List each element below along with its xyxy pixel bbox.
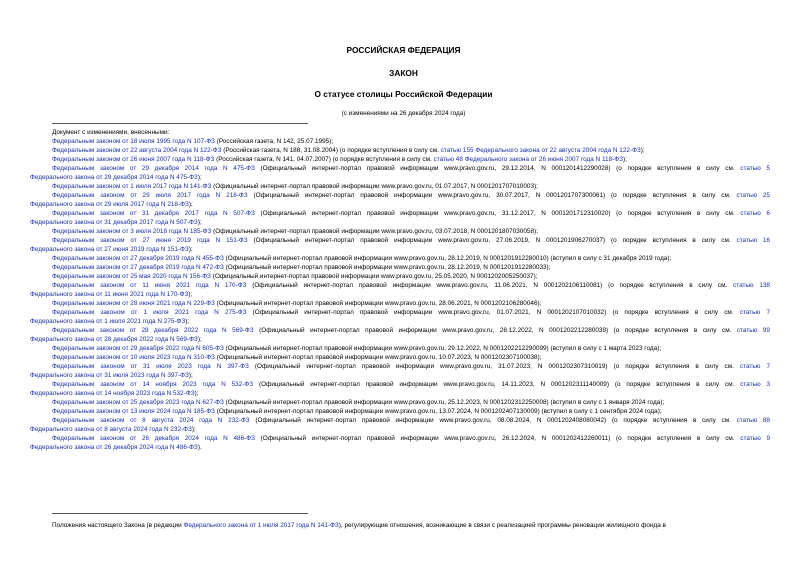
law-link[interactable]: статью 138	[733, 282, 770, 289]
plain-text: (Российская газета, N 141, 04.07.2007) (о порядке вступления в силу см.	[214, 156, 434, 163]
plain-text: (Официальный интернет-портал правовой информации www.pravo.gov.ru, 28.12.2022, N 0001202212280039) (о порядке вступления в силу см.	[253, 327, 737, 334]
page-title: О статусе столицы Российской Федерации	[314, 89, 493, 99]
plain-text: );	[188, 201, 193, 208]
amendment-item	[52, 308, 770, 317]
law-link[interactable]: статью 16	[736, 237, 770, 244]
plain-text: );	[197, 336, 202, 343]
plain-text: );	[197, 174, 202, 181]
amendment-item-continuation	[30, 371, 770, 380]
plain-text: Положения настоящего Закона (в редакции	[52, 522, 184, 529]
amendments-list	[30, 128, 770, 452]
amendment-item	[52, 380, 770, 389]
amendment-item	[52, 299, 770, 308]
amendment-item-continuation	[30, 335, 770, 344]
plain-text: (Официальный интернет-портал правовой информации www.pravo.gov.ru, 29.12.2014, N 0001201412290028) (о порядке вступления в силу см.	[254, 165, 741, 172]
amendment-item-continuation	[30, 290, 770, 299]
amendment-item	[52, 227, 770, 236]
plain-text: (Официальный интернет-портал правовой информации www.pravo.gov.ru, 11.06.2021, N 0001202106110081) (о порядке вступления в силу см.	[246, 282, 734, 289]
amendment-item-continuation	[30, 317, 770, 326]
amendment-item	[52, 416, 770, 425]
law-link[interactable]: Федеральным законом от 31 декабря 2017 года N 507-ФЗ	[52, 210, 255, 217]
law-link[interactable]: статью 25	[736, 192, 770, 199]
amendment-item	[52, 263, 770, 272]
law-link[interactable]: Федеральным законом от 22 августа 2004 года N 122-ФЗ	[52, 147, 222, 154]
law-link[interactable]: Федеральным законом от 28 декабря 2022 года N 569-ФЗ	[52, 327, 254, 334]
law-link[interactable]: статью 3	[740, 381, 770, 388]
plain-text: (Официальный интернет-портал правовой информации www.pravo.gov.ru, 10.07.2023, N 0001202307100038);	[214, 354, 542, 361]
law-link[interactable]: Федерального закона от 1 июля 2021 года N 275-ФЗ	[30, 318, 186, 325]
amendment-item	[52, 398, 770, 407]
law-link[interactable]: статью 88	[736, 417, 770, 424]
doc-type-heading: ЗАКОН	[389, 68, 418, 78]
law-link[interactable]: статью 9	[740, 435, 770, 442]
plain-text: (Официальный интернет-портал правовой информации www.pravo.gov.ru, 01.07.2021, N 0001202107010032) (о порядке вступления в силу см.	[246, 309, 740, 316]
amendment-item	[52, 155, 770, 164]
plain-text: );	[188, 291, 193, 298]
amendment-item	[52, 254, 770, 263]
plain-text: (Официальный интернет-портал правовой информации www.pravo.gov.ru, 08.08.2024, N 0001202408080042) (о порядке вступления в силу см.	[249, 417, 737, 424]
plain-text: (Официальный интернет-портал правовой информации www.pravo.gov.ru, 28.06.2021, N 0001202106280046);	[214, 300, 542, 307]
law-link[interactable]: Федеральным законом от 27 июня 2019 года N 151-ФЗ	[52, 237, 248, 244]
amendment-item-continuation	[30, 173, 770, 182]
law-link[interactable]: Федеральным законом от 14 ноября 2023 года N 532-ФЗ	[52, 381, 254, 388]
amendment-item	[52, 182, 770, 191]
plain-text: );	[197, 219, 202, 226]
plain-text: (Официальный интернет-портал правовой информации www.pravo.gov.ru, 30.07.2017, N 0001201707300061) (о порядке вступления в силу см.	[247, 192, 737, 199]
plain-text: ).	[197, 444, 202, 451]
law-link[interactable]: Федеральным законом от 31 июля 2023 года N 397-ФЗ	[52, 363, 249, 370]
law-link[interactable]: Федеральным законом от 29 декабря 2014 года N 475-ФЗ	[52, 165, 255, 172]
plain-text: );	[640, 147, 645, 154]
law-link[interactable]: статью 155 Федерального закона от 22 августа 2004 года N 122-ФЗ	[440, 147, 641, 154]
amendment-item	[52, 137, 770, 146]
law-link[interactable]: статью 7	[739, 363, 770, 370]
law-link[interactable]: статью 48 Федерального закона от 26 июня 2007 года N 118-ФЗ	[433, 156, 623, 163]
law-link[interactable]: Федеральным законом от 1 июля 2017 года N 141-ФЗ	[52, 183, 212, 190]
amendment-item-continuation	[30, 200, 770, 209]
amendment-item	[52, 236, 770, 245]
amendment-item-continuation	[30, 389, 770, 398]
federation-heading: РОССИЙСКАЯ ФЕДЕРАЦИЯ	[346, 45, 461, 55]
amendment-item	[52, 362, 770, 371]
amendments-intro: Документ с изменениями, внесенными:	[52, 129, 170, 136]
law-link[interactable]: Федеральным законом от 29 декабря 2022 года N 605-ФЗ	[52, 345, 224, 352]
amendment-item	[52, 146, 770, 155]
plain-text: (Официальный интернет-портал правовой информации www.pravo.gov.ru, 31.12.2017, N 0001201712310020) (о порядке вступления в силу см.	[254, 210, 741, 217]
plain-text: );	[194, 390, 199, 397]
plain-text: (Официальный интернет-портал правовой информации www.pravo.gov.ru, 03.07.2018, N 0001201807030058);	[211, 228, 538, 235]
plain-text: (Официальный интернет-портал правовой информации www.pravo.gov.ru, 29.12.2022, N 0001202212290099) (вступил в силу с 1 марта 2023 года);	[223, 345, 662, 352]
amendment-item-continuation	[30, 425, 770, 434]
plain-text: );	[188, 246, 193, 253]
law-link[interactable]: Федеральным законом от 11 июня 2021 года N 170-ФЗ	[52, 282, 247, 289]
plain-text: (Официальный интернет-портал правовой информации www.pravo.gov.ru, 26.12.2024, N 0001202412260011) (о порядке вступления в силу см.	[254, 435, 741, 442]
law-link[interactable]: Федеральным законом от 27 декабря 2019 года N 472-ФЗ	[52, 264, 224, 271]
amendment-item-continuation	[30, 443, 770, 452]
law-link[interactable]: Федеральным законом от 25 мая 2020 года N 156-ФЗ	[52, 273, 211, 280]
plain-text: );	[188, 372, 193, 379]
plain-text: (Официальный интернет-портал правовой информации www.pravo.gov.ru, 13.07.2024, N 0001202407130009) (вступил в силу с 1 сентября 2024 года);	[214, 408, 662, 415]
law-link[interactable]: Федеральным законом от 29 июля 2017 года N 218-ФЗ	[52, 192, 248, 199]
bottom-divider	[52, 513, 308, 514]
law-link[interactable]: Федерального закона от 27 июня 2019 года N 151-ФЗ	[30, 246, 189, 253]
law-link[interactable]: Федеральным законом от 1 июля 2021 года N 275-ФЗ	[52, 309, 247, 316]
plain-text: );	[191, 426, 196, 433]
amendment-item	[52, 434, 770, 443]
amendment-item	[52, 164, 770, 173]
law-link[interactable]: статью 99	[736, 327, 770, 334]
plain-text: (Российская газета, N 142, 25.07.1995);	[214, 138, 334, 145]
law-link[interactable]: Федеральным законом от 18 июля 1995 года N 107-ФЗ	[52, 138, 215, 145]
amendment-item	[52, 344, 770, 353]
law-link[interactable]: Федерального закона от 26 декабря 2024 года N 486-ФЗ	[30, 444, 198, 451]
edition-note: (с изменениями на 26 декабря 2024 года)	[341, 110, 466, 117]
law-link[interactable]: статью 6	[740, 210, 770, 217]
law-link[interactable]: Федеральным законом от 8 августа 2024 года N 232-ФЗ	[52, 417, 250, 424]
body-paragraph	[52, 521, 770, 530]
plain-text: (Официальный интернет-портал правовой информации www.pravo.gov.ru, 01.07.2017, N 0001201707010003);	[211, 183, 538, 190]
plain-text: (Официальный интернет-портал правовой информации www.pravo.gov.ru, 27.06.2019, N 0001201906270037) (о порядке вступления в силу см.	[247, 237, 737, 244]
law-link[interactable]: Федерального закона от 1 июля 2017 года N 141-ФЗ	[183, 522, 339, 529]
law-link[interactable]: Федеральным законом от 25 декабря 2023 года N 627-ФЗ	[52, 399, 224, 406]
plain-text: );	[623, 156, 627, 163]
amendment-item	[52, 272, 770, 281]
plain-text: (Официальный интернет-портал правовой информации www.pravo.gov.ru, 25.05.2020, N 0001202005250037);	[210, 273, 538, 280]
law-link[interactable]: Федеральным законом от 26 июня 2007 года N 118-ФЗ	[52, 156, 215, 163]
law-link[interactable]: статью 5	[740, 165, 770, 172]
law-link[interactable]: Федерального закона от 31 июля 2023 года N 397-ФЗ	[30, 372, 189, 379]
top-divider	[52, 123, 308, 124]
law-link[interactable]: статью 7	[739, 309, 770, 316]
amendment-item-continuation	[30, 245, 770, 254]
law-link[interactable]: Федеральным законом от 3 июля 2018 года N 185-ФЗ	[52, 228, 212, 235]
law-link[interactable]: Федерального закона от 11 июня 2021 года N 170-ФЗ	[30, 291, 189, 298]
plain-text: (Официальный интернет-портал правовой информации www.pravo.gov.ru, 25.12.2023, N 0001202312250008) (вступил в силу с 1 января 2024 года);	[223, 399, 665, 406]
amendment-item	[52, 281, 770, 290]
law-link[interactable]: Федеральным законом от 27 декабря 2019 года N 455-ФЗ	[52, 255, 224, 262]
plain-text: (Официальный интернет-портал правовой информации www.pravo.gov.ru, 28.12.2019, N 0001201912280033);	[223, 264, 551, 271]
amendment-item	[52, 191, 770, 200]
law-link[interactable]: Федеральным законом от 10 июля 2023 года N 310-ФЗ	[52, 354, 215, 361]
amendment-item-continuation	[30, 218, 770, 227]
law-link[interactable]: Федерального закона от 29 декабря 2014 года N 475-ФЗ	[30, 174, 198, 181]
amendment-item	[52, 209, 770, 218]
amendment-item	[52, 407, 770, 416]
law-link[interactable]: Федерального закона от 8 августа 2024 года N 232-ФЗ	[30, 426, 192, 433]
law-link[interactable]: Федеральным законом от 13 июля 2024 года N 185-ФЗ	[52, 408, 215, 415]
law-link[interactable]: Федеральным законом от 28 июня 2021 года N 229-ФЗ	[52, 300, 215, 307]
plain-text: (Официальный интернет-портал правовой информации www.pravo.gov.ru, 14.11.2023, N 0001202311140009) (о порядке вступления в силу см.	[253, 381, 741, 388]
law-link[interactable]: Федерального закона от 14 ноября 2023 года N 532-ФЗ	[30, 390, 195, 397]
plain-text: (Российская газета, N 188, 31.08.2004) (о порядке вступления в силу см.	[221, 147, 441, 154]
plain-text: ), регулирующие отношения, возникающие в связи с реализацией программы реновации жилищного фонда в	[338, 522, 666, 529]
plain-text: (Официальный интернет-портал правовой информации www.pravo.gov.ru, 31.07.2023, N 0001202307310019) (о порядке вступления в силу см.	[248, 363, 740, 370]
law-link[interactable]: Федерального закона от 31 декабря 2017 года N 507-ФЗ	[30, 219, 198, 226]
law-link[interactable]: Федерального закона от 29 июля 2017 года N 218-ФЗ	[30, 201, 189, 208]
law-link[interactable]: Федерального закона от 28 декабря 2022 года N 569-ФЗ	[30, 336, 198, 343]
amendment-item	[52, 326, 770, 335]
amendment-item	[52, 353, 770, 362]
plain-text: (Официальный интернет-портал правовой информации www.pravo.gov.ru, 28.12.2019, N 0001201912280010) (вступил в силу с 31 декабря 2019 года);	[223, 255, 672, 262]
law-link[interactable]: Федеральным законом от 26 декабря 2024 года N 486-ФЗ	[52, 435, 255, 442]
plain-text: );	[185, 318, 190, 325]
